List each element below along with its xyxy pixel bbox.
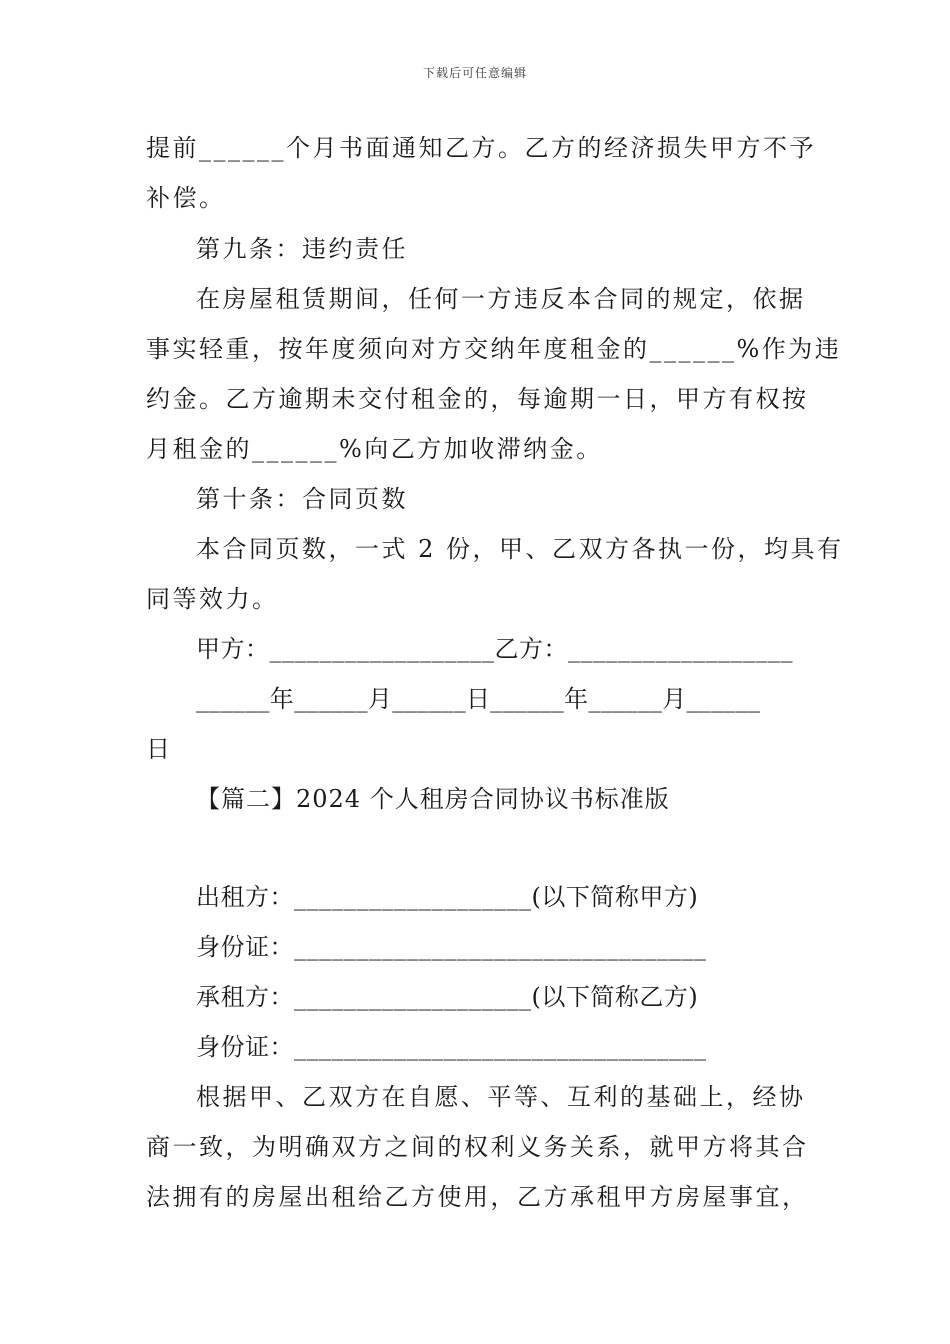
date-line: ______年______月______日______年______月______ xyxy=(196,685,761,713)
text-line: 事实轻重，按年度须向对方交纳年度租金的______%作为违 xyxy=(146,335,842,363)
text-line: 根据甲、乙双方在自愿、平等、互利的基础上，经协 xyxy=(196,1083,806,1111)
section-heading: 第十条：合同页数 xyxy=(196,485,408,513)
text-line: 补偿。 xyxy=(146,184,226,212)
text-line: 商一致，为明确双方之间的权利义务关系，就甲方将其合 xyxy=(146,1133,809,1161)
lessee-field: 承租方：___________________(以下简称乙方) xyxy=(196,983,699,1011)
text-line: 提前______个月书面通知乙方。乙方的经济损失甲方不予 xyxy=(146,134,816,162)
text-line: 在房屋租赁期间，任何一方违反本合同的规定，依据 xyxy=(196,285,806,313)
text-line: 本合同页数，一式 2 份，甲、乙双方各执一份，均具有 xyxy=(196,535,844,563)
page-header: 下载后可任意编辑 xyxy=(422,66,527,80)
text-line: 约金。乙方逾期未交付租金的，每逾期一日，甲方有权按 xyxy=(146,385,809,413)
lessor-field: 出租方：___________________(以下简称甲方) xyxy=(196,883,699,911)
section-heading: 第九条：违约责任 xyxy=(196,235,408,263)
lessor-id-field: 身份证：_________________________________ xyxy=(196,933,707,961)
text-line: 日 xyxy=(146,735,173,763)
text-line: 法拥有的房屋出租给乙方使用，乙方承租甲方房屋事宜， xyxy=(146,1183,809,1211)
text-line: 同等效力。 xyxy=(146,585,279,613)
section-title: 【篇二】2024 个人租房合同协议书标准版 xyxy=(196,785,670,813)
signature-line: 甲方：__________________乙方：__________________ xyxy=(196,635,793,663)
text-line: 月租金的______%向乙方加收滞纳金。 xyxy=(146,435,603,463)
lessee-id-field: 身份证：_________________________________ xyxy=(196,1033,707,1061)
